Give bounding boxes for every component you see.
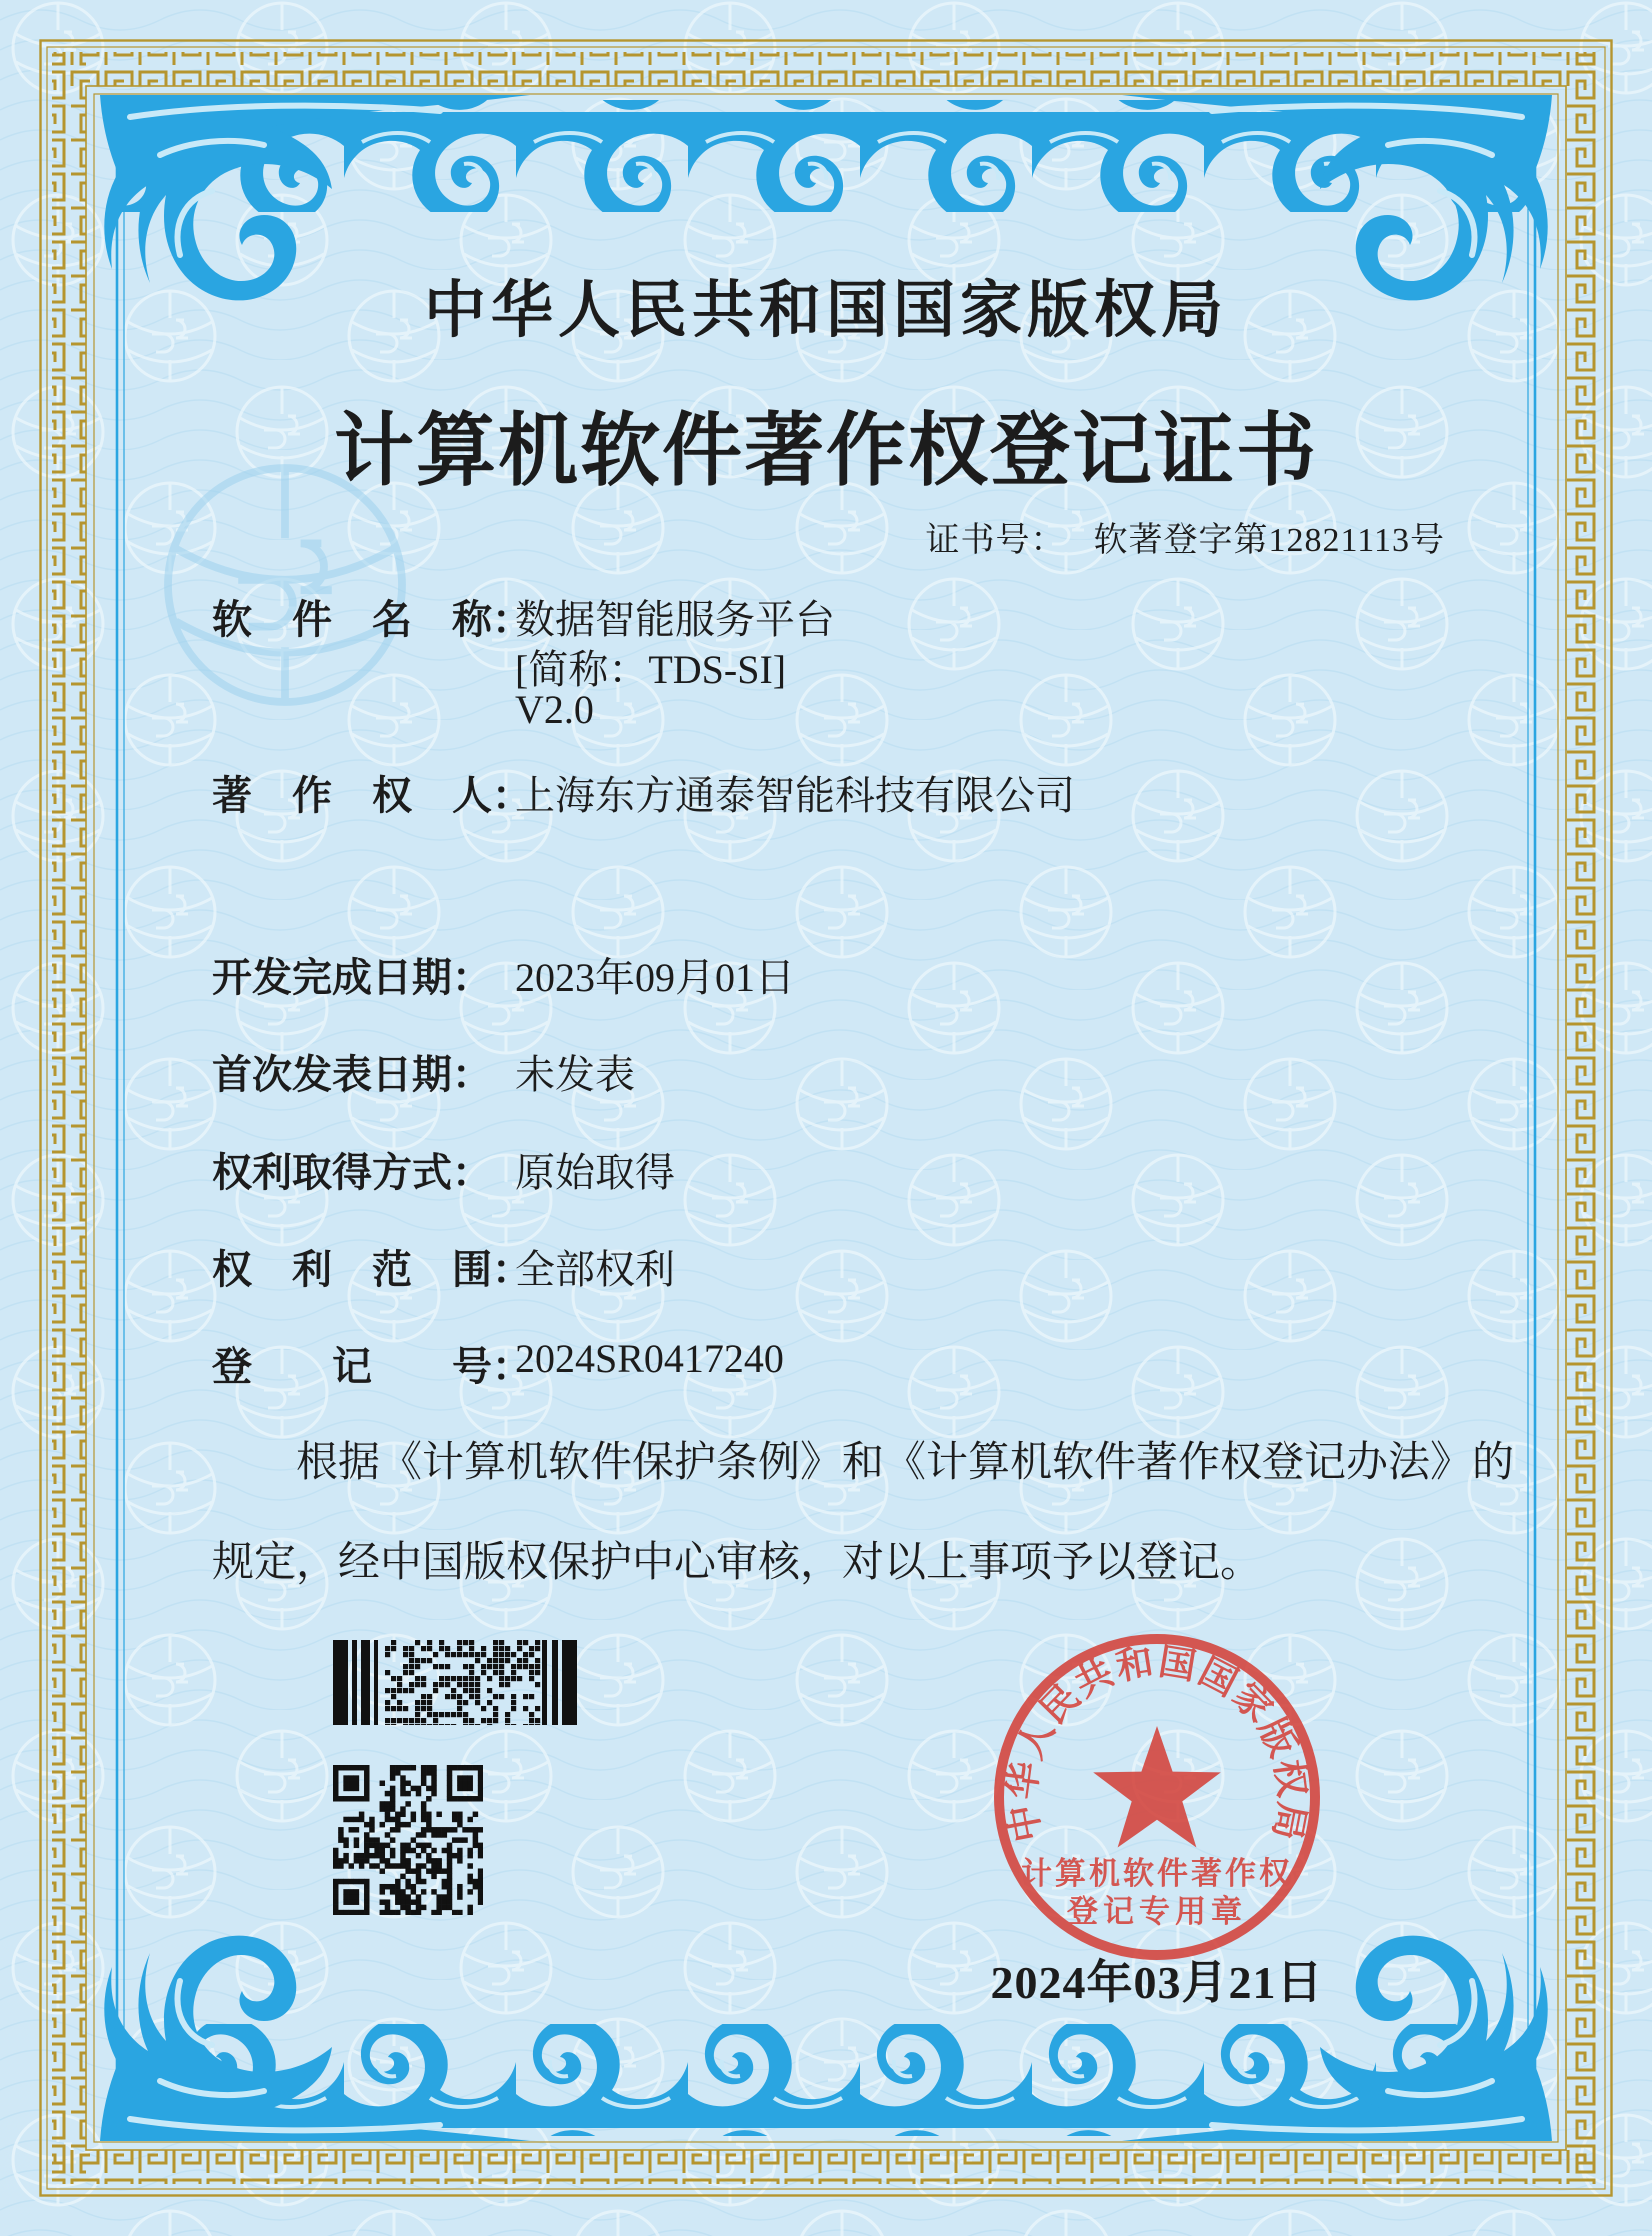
- field-value: [简称：TDS-SI]: [515, 647, 787, 692]
- field-value: 2024SR0417240: [515, 1336, 784, 1381]
- official-seal: [982, 1622, 1332, 1978]
- field-value: V2.0: [515, 687, 594, 732]
- field-value: 2023年09月01日: [515, 955, 795, 1000]
- certificate-title: 计算机软件著作权登记证书: [334, 408, 1318, 496]
- field-label: 权利取得方式：: [212, 1150, 492, 1195]
- seal-ring-text: 中华人民共和国国家版权局: [1001, 1641, 1313, 1846]
- statement-line-2: 规定，经中国版权保护中心审核，对以上事项予以登记。: [212, 1540, 1263, 1586]
- certificate-number-value: 软著登字第12821113号: [1093, 522, 1445, 559]
- field-label: 软 件 名 称：: [212, 597, 532, 642]
- statement-line-1: 根据《计算机软件保护条例》和《计算机软件著作权登记办法》的: [296, 1440, 1515, 1486]
- certificate-number-label: 证书号：: [925, 522, 1066, 559]
- field-value: 上海东方通泰智能科技有限公司: [515, 773, 1075, 818]
- certificate-number: [0, 512, 1445, 561]
- seal-text-line1: 计算机软件著作权: [1021, 1856, 1293, 1891]
- field-value: 数据智能服务平台: [515, 597, 835, 642]
- field-value: 全部权利: [515, 1247, 675, 1292]
- field-label: 权 利 范 围：: [212, 1247, 532, 1292]
- field-label: 首次发表日期：: [212, 1052, 492, 1097]
- seal-text-line2: 登记专用章: [1067, 1894, 1247, 1929]
- field-value: 原始取得: [515, 1150, 675, 1195]
- qr-code: [333, 1765, 483, 1915]
- field-label: 登 记 号：: [212, 1344, 532, 1389]
- barcode: [333, 1640, 577, 1725]
- field-label: 著 作 权 人：: [212, 773, 532, 818]
- field-label: 开发完成日期：: [212, 955, 492, 1000]
- qr-modules: [333, 1765, 483, 1915]
- issue-date: 2024年03月21日: [990, 1957, 1324, 2008]
- barcode-bars: [333, 1640, 577, 1725]
- authority-title: 中华人民共和国国家版权局: [423, 277, 1228, 345]
- field-value: 未发表: [515, 1052, 635, 1097]
- seal-star-icon: [1093, 1726, 1221, 1848]
